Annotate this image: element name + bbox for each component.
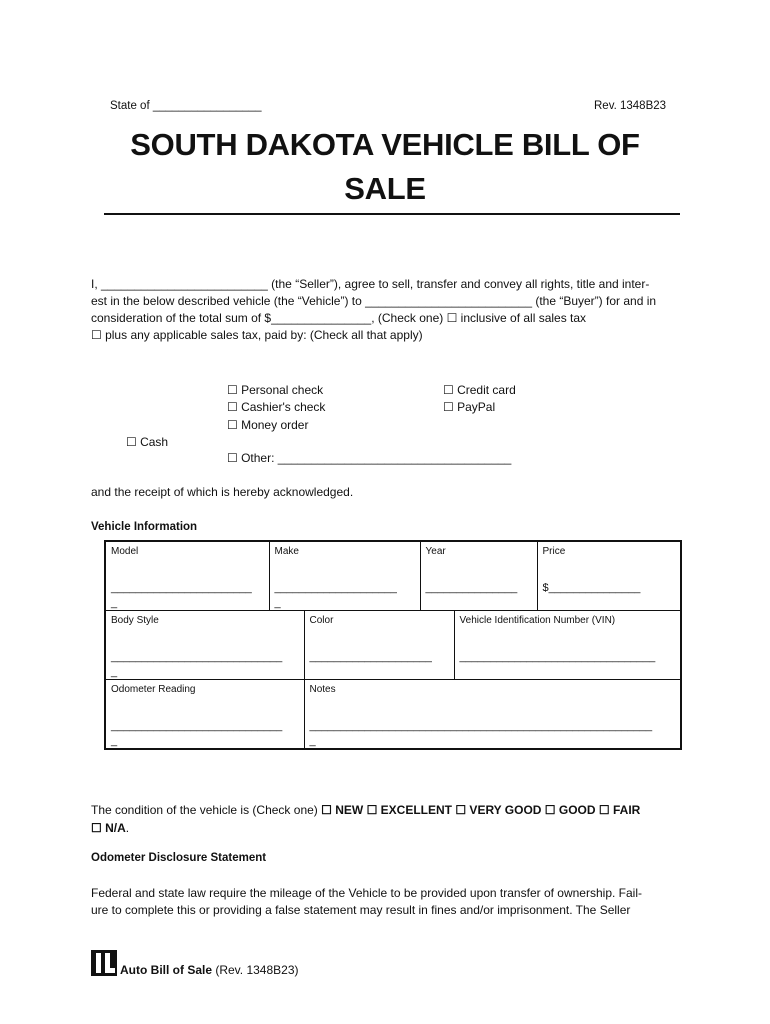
- payment-cash[interactable]: ☐ Cash: [126, 435, 169, 449]
- vin-cell[interactable]: [454, 611, 681, 680]
- make-label: Make: [274, 546, 299, 557]
- revision-label: Rev. 1348B23: [594, 100, 667, 112]
- payment-paypal[interactable]: ☐ PayPal: [443, 400, 496, 414]
- table-row: [105, 611, 681, 680]
- intro-line: I, _________________________ (the “Seller”), agree to sell, transfer and convey all rights, title and inter-: [91, 277, 650, 291]
- payment-cashiers-check[interactable]: ☐ Cashier's check: [227, 400, 326, 414]
- payment-personal-check[interactable]: ☐ Personal check: [227, 383, 324, 397]
- odometer-disclosure-text: [91, 885, 691, 919]
- vehicle-info-heading: Vehicle Information: [91, 521, 198, 533]
- body-style-cell[interactable]: [105, 611, 304, 680]
- intro-paragraph: [91, 276, 691, 344]
- body-style-field-continued: _: [111, 666, 118, 678]
- model-field: _______________________: [111, 582, 252, 594]
- odometer-field: ____________________________: [111, 720, 283, 732]
- vin-label: Vehicle Identification Number (VIN): [459, 615, 616, 626]
- payment-money-order[interactable]: ☐ Money order: [227, 418, 309, 432]
- body-style-label: Body Style: [111, 615, 159, 626]
- vehicle-info-table: [104, 540, 682, 750]
- color-label: Color: [309, 615, 334, 626]
- table-row: [105, 541, 681, 611]
- color-field: ____________________: [309, 651, 432, 663]
- table-row: [105, 680, 681, 750]
- year-label: Year: [425, 546, 446, 557]
- make-field: ____________________: [274, 582, 397, 594]
- title-divider: [104, 213, 680, 215]
- year-cell[interactable]: [420, 541, 537, 611]
- make-cell[interactable]: [269, 541, 420, 611]
- receipt-acknowledgement: and the receipt of which is hereby acknowledged.: [91, 485, 354, 499]
- odometer-field-continued: _: [111, 735, 118, 747]
- payment-credit-card[interactable]: ☐ Credit card: [443, 383, 516, 397]
- make-field-continued: _: [274, 597, 281, 609]
- intro-line: est in the below described vehicle (the “Vehicle”) to _________________________ (the “Buyer”) for and in: [91, 294, 657, 308]
- footer-document-name: Auto Bill of Sale: [120, 963, 213, 977]
- condition-prefix: The condition of the vehicle is (Check one): [91, 803, 322, 817]
- year-field: _______________: [425, 582, 518, 594]
- company-logo-icon: [91, 950, 117, 976]
- notes-field: ________________________________________________________: [309, 720, 653, 732]
- condition-new[interactable]: ☐ NEW: [321, 803, 364, 817]
- condition-excellent[interactable]: ☐ EXCELLENT: [366, 803, 452, 817]
- payment-other[interactable]: ☐ Other: ___________________________________: [227, 451, 512, 465]
- condition-good[interactable]: ☐ GOOD: [544, 803, 596, 817]
- price-field: $_______________: [542, 582, 641, 594]
- condition-very-good[interactable]: ☐ VERY GOOD: [455, 803, 542, 817]
- notes-field-continued: _: [309, 735, 316, 747]
- model-field-continued: _: [111, 597, 118, 609]
- vin-field: ________________________________: [459, 651, 656, 663]
- notes-cell[interactable]: [304, 680, 681, 750]
- page-title: SOUTH DAKOTA VEHICLE BILL OF: [130, 127, 640, 162]
- color-cell[interactable]: [304, 611, 454, 680]
- condition-na[interactable]: ☐ N/A: [91, 821, 126, 835]
- odometer-cell[interactable]: [105, 680, 304, 750]
- disclosure-line: ure to complete this or providing a false statement may result in fines and/or imprisonment. The Seller: [91, 903, 631, 917]
- notes-label: Notes: [309, 684, 336, 695]
- price-label: Price: [542, 546, 566, 557]
- intro-line: ☐ plus any applicable sales tax, paid by: (Check all that apply): [91, 328, 423, 342]
- odometer-label: Odometer Reading: [111, 684, 196, 695]
- footer-label: [120, 963, 299, 977]
- disclosure-line: Federal and state law require the mileage of the Vehicle to be provided upon transfer of ownership. Fail-: [91, 886, 642, 900]
- footer-revision: (Rev. 1348B23): [212, 963, 299, 977]
- price-cell[interactable]: [537, 541, 681, 611]
- condition-statement: [91, 801, 691, 837]
- state-field: State of _________________: [110, 100, 262, 112]
- condition-fair[interactable]: ☐ FAIR: [598, 803, 641, 817]
- odometer-disclosure-heading: Odometer Disclosure Statement: [91, 852, 267, 864]
- model-cell[interactable]: [105, 541, 269, 611]
- condition-suffix: .: [125, 821, 130, 835]
- page-title-continued: SALE: [344, 171, 426, 206]
- body-style-field: ____________________________: [111, 651, 283, 663]
- model-label: Model: [111, 546, 139, 557]
- intro-line: consideration of the total sum of $_______________, (Check one) ☐ inclusive of all sales tax: [91, 311, 587, 325]
